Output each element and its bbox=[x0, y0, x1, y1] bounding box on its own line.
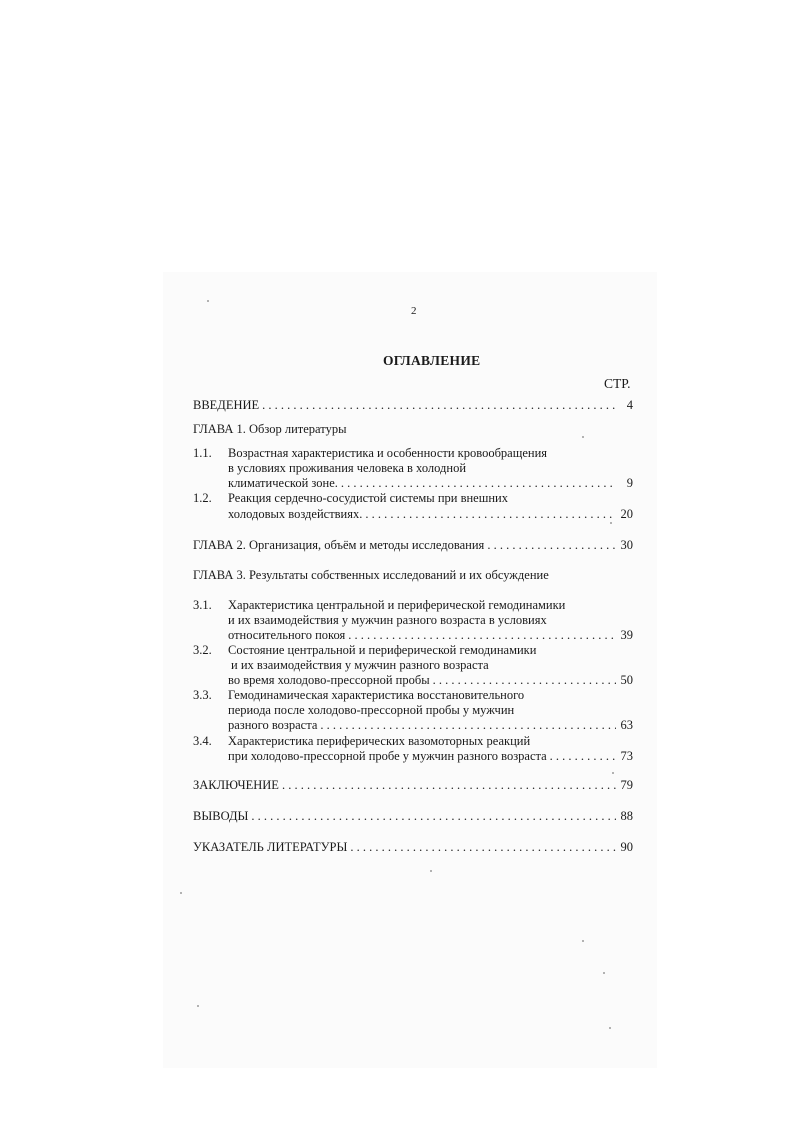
section-line: Возрастная характеристика и особенности кровообращения bbox=[228, 446, 548, 460]
section-line: в условиях проживания человека в холодной bbox=[228, 461, 467, 475]
toc-entry-page: 20 bbox=[620, 507, 633, 521]
scan-speck bbox=[197, 1005, 199, 1007]
section-line: Характеристика периферических вазомоторных реакций bbox=[228, 734, 531, 748]
toc-entry-page: 9 bbox=[626, 476, 633, 490]
toc-entry-label: холодовых воздействиях. bbox=[228, 507, 363, 521]
scan-speck bbox=[609, 1027, 611, 1029]
scan-speck bbox=[207, 300, 209, 302]
toc-entry-label: ВВЕДЕНИЕ bbox=[193, 398, 260, 412]
scan-speck bbox=[582, 940, 584, 942]
toc-entry-label: ВЫВОДЫ bbox=[193, 809, 249, 823]
leader-dots bbox=[433, 673, 616, 688]
section-number: 3.2. bbox=[193, 643, 212, 657]
section-number: 3.4. bbox=[193, 734, 212, 748]
toc-entry-page: 79 bbox=[620, 778, 633, 792]
section-number: 3.1. bbox=[193, 598, 212, 612]
toc-entry-label: ГЛАВА 2. Организация, объём и методы исследования bbox=[193, 538, 485, 552]
toc-entry-label: ЗАКЛЮЧЕНИЕ bbox=[193, 778, 279, 792]
toc-entry-label: во время холодово-прессорной пробы bbox=[228, 673, 430, 687]
page-number: 2 bbox=[411, 305, 417, 317]
toc-entry-page: 88 bbox=[620, 809, 633, 823]
scan-speck bbox=[610, 522, 612, 524]
leader-dots bbox=[341, 476, 616, 491]
toc-entry-3-4[interactable] bbox=[228, 749, 633, 766]
toc-entry-label: климатической зоне. bbox=[228, 476, 338, 490]
scan-speck bbox=[603, 972, 605, 974]
leader-dots bbox=[487, 538, 616, 553]
leader-dots bbox=[550, 749, 616, 764]
section-number: 1.1. bbox=[193, 446, 212, 460]
toc-entry-page: 30 bbox=[620, 538, 633, 552]
scan-speck bbox=[180, 892, 182, 894]
leader-dots bbox=[348, 628, 616, 643]
toc-entry-label: разного возраста bbox=[228, 718, 318, 732]
toc-entry-conclusion[interactable] bbox=[193, 778, 633, 795]
toc-entry-3-3[interactable] bbox=[228, 718, 633, 735]
toc-entry-findings[interactable] bbox=[193, 809, 633, 826]
leader-dots bbox=[262, 398, 616, 413]
page-column-label: СТР. bbox=[604, 376, 631, 391]
section-number: 3.3. bbox=[193, 688, 212, 702]
leader-dots bbox=[251, 809, 616, 824]
toc-entry-intro[interactable] bbox=[193, 398, 633, 415]
toc-entry-chapter2[interactable] bbox=[193, 538, 633, 555]
toc-entry-page: 73 bbox=[620, 749, 633, 763]
toc-entry-label: относительного покоя bbox=[228, 628, 346, 642]
section-line: периода после холодово-прессорной пробы у мужчин bbox=[228, 703, 515, 717]
section-line: Состояние центральной и периферической гемодинамики bbox=[228, 643, 537, 657]
toc-entry-page: 50 bbox=[620, 673, 633, 687]
scan-speck bbox=[612, 772, 614, 774]
leader-dots bbox=[282, 778, 616, 793]
section-line: Реакция сердечно-сосудистой системы при внешних bbox=[228, 491, 508, 505]
chapter3-heading[interactable]: ГЛАВА 3. Результаты собственных исследований и их обсуждение bbox=[193, 568, 549, 582]
toc-entry-label: УКАЗАТЕЛЬ ЛИТЕРАТУРЫ bbox=[193, 840, 348, 854]
leader-dots bbox=[365, 507, 616, 522]
chapter1-heading[interactable]: ГЛАВА 1. Обзор литературы bbox=[193, 422, 347, 436]
scan-speck bbox=[582, 436, 584, 438]
toc-entry-page: 63 bbox=[620, 718, 633, 732]
toc-entry-page: 4 bbox=[626, 398, 633, 412]
scan-speck bbox=[430, 870, 432, 872]
section-line: и их взаимодействия у мужчин разного возраста bbox=[231, 658, 489, 672]
toc-entry-label: при холодово-прессорной пробе у мужчин разного возраста bbox=[228, 749, 547, 763]
toc-entry-1-2[interactable] bbox=[228, 507, 633, 524]
leader-dots bbox=[320, 718, 616, 733]
toc-entry-page: 39 bbox=[620, 628, 633, 642]
leader-dots bbox=[350, 840, 616, 855]
section-line: Характеристика центральной и периферической гемодинамики bbox=[228, 598, 566, 612]
section-line: и их взаимодействия у мужчин разного возраста в условиях bbox=[228, 613, 547, 627]
section-line: Гемодинамическая характеристика восстановительного bbox=[228, 688, 525, 702]
section-number: 1.2. bbox=[193, 491, 212, 505]
toc-entry-references[interactable] bbox=[193, 840, 633, 857]
toc-entry-page: 90 bbox=[620, 840, 633, 854]
toc-title: ОГЛАВЛЕНИЕ bbox=[383, 353, 481, 368]
